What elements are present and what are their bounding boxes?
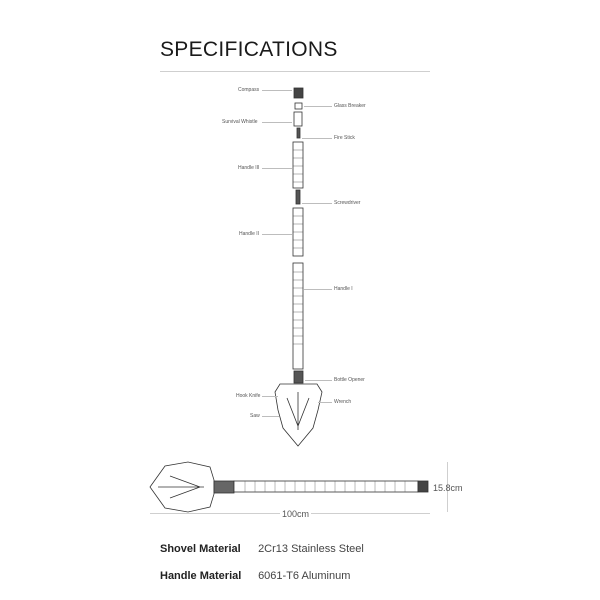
- spec-row-handle-material: [160, 570, 350, 582]
- label-hook-knife: Hook Knife: [236, 393, 261, 399]
- label-glass-breaker: Glass Breaker: [334, 103, 366, 109]
- label-compass: Compass: [238, 87, 260, 93]
- spec-value: 2Cr13 Stainless Steel: [258, 543, 364, 555]
- spec-value: 6061-T6 Aluminum: [258, 570, 351, 582]
- label-bottle-opener: Bottle Opener: [334, 377, 365, 383]
- assembled-connector: [214, 481, 234, 493]
- spec-label: Handle Material: [160, 570, 242, 582]
- width-dimension: 15.8cm: [433, 483, 463, 493]
- spec-row-shovel-material: [160, 543, 364, 555]
- assembled-cap: [418, 481, 428, 492]
- label-fire-stick: Fire Stick: [334, 135, 355, 141]
- assembled-handle: [234, 481, 418, 492]
- spec-label: Shovel Material: [160, 543, 241, 555]
- label-saw: Saw: [250, 413, 260, 419]
- page-title: SPECIFICATIONS: [160, 38, 338, 61]
- label-screwdriver: Screwdriver: [334, 200, 361, 206]
- length-dimension: 100cm: [282, 509, 310, 519]
- label-handle-i: Handle I: [334, 286, 353, 292]
- label-survival-whistle: Survival Whistle: [222, 119, 258, 125]
- label-handle-ii: Handle II: [239, 231, 260, 237]
- label-wrench: Wrench: [334, 399, 352, 405]
- label-handle-iii: Handle III: [238, 165, 260, 171]
